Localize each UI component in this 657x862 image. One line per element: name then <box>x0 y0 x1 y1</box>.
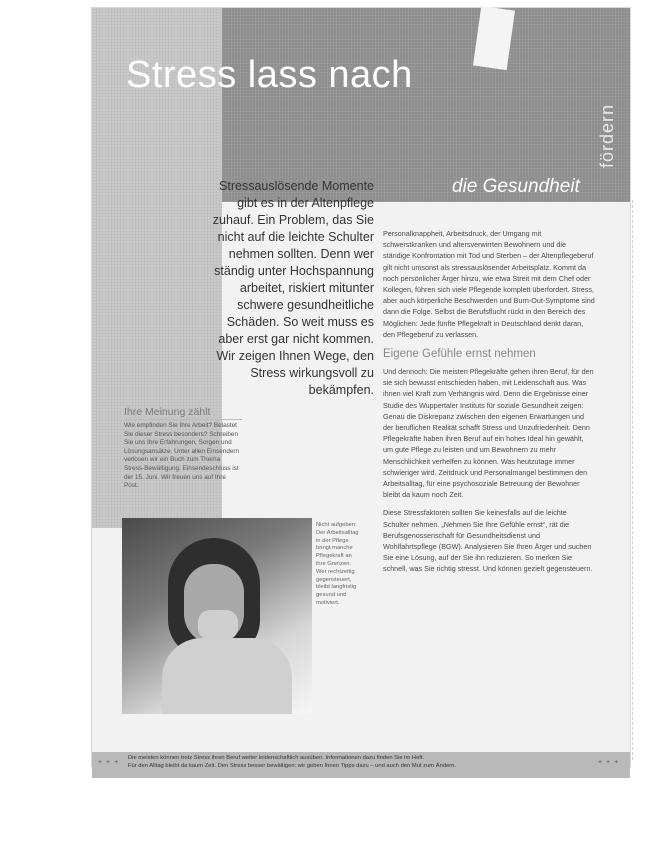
photo-caption: Nicht aufgeben: Der Arbeitsalltag in der Pflege bringt manche Pflegekraft an ihre Grenzen. Wer rechtzeitig gegensteuert, bleibt langfristig gesund und motiviert. <box>316 522 359 606</box>
footer-plus-marks-left: + + + <box>98 759 120 766</box>
info-box-text: Wie empfinden Sie Ihre Arbeit? Belastet Sie dieser Stress besonders? Schreiben Sie uns Ihre Erfahrungen, Sorgen und Lösungsansätze. Unter allen Einsendern verlosen wir ein Buch zum Thema Stress-Bewältigung. Einsendeschluss ist der 15. Juni. Wir freuen uns auf Ihre Post. <box>124 422 240 490</box>
info-box-title: Ihre Meinung zählt <box>124 406 242 420</box>
footer-line: Für den Alltag bleibt da kaum Zeit. Den Stress besser bewältigen: wir geben Ihnen Tipps dazu – und auch den Mut zum Ändern. <box>128 762 457 769</box>
article-body <box>383 228 595 582</box>
page-subtitle: die Gesundheit <box>452 176 580 197</box>
side-label: fördern <box>597 103 617 168</box>
footer-line: Die meisten können trotz Stress ihren Beruf weiter leidenschaftlich ausüben. Informationen dazu finden Sie im Heft. <box>128 755 425 761</box>
magazine-page <box>92 8 630 769</box>
article-paragraph: Diese Stressfaktoren sollten Sie keinesfalls auf die leichte Schulter nehmen. „Nehmen Sie Ihre Gefühle ernst“, rät die Berufsgenossenschaft für Gesundheitsdienst und Wohlfahrtspflege (BGW). Analysieren Sie Ihren Ärger und suchen Sie eine Lösung, auf der Sie ihn reduzieren. So merken Sie schnell, was Sie richtig stresst. Und können gezielt gegensteuern. <box>383 508 593 574</box>
photo-hand-shape <box>198 610 238 640</box>
article-paragraph: Personalknappheit, Arbeitsdruck, der Umgang mit schwerstkranken und altersverwirrten Bewohnern und die ständige Konfrontation mit Tod und Sterben – der Altenpflegeberuf gilt nicht umsonst als stressauslösender Arbeitsplatz. Kommt da noch persönlicher Ärger hinzu, wie etwa Streit mit dem Chef oder Kollegen, führen sich viele Pflegende komplett überfordert. Stress, aber auch körperliche Beschwerden und Burn-Out-Symptome sind dann die Folge. Selbst die Berufsflucht rückt in den Bereich des Möglichen: Jede fünfte Pflegekraft in Deutschland denkt daran, den Pflegeberuf zu verlassen. <box>383 229 595 339</box>
photo-body-shape <box>162 638 292 714</box>
article-photo <box>122 518 312 714</box>
section-heading: Eigene Gefühle ernst nehmen <box>383 348 536 361</box>
footer-text <box>128 755 594 770</box>
page-title: Stress lass nach <box>126 54 413 96</box>
margin-marks <box>632 200 636 760</box>
lead-paragraph: Stressauslösende Momente gibt es in der Altenpflege zuhauf. Ein Problem, das Sie nicht auf die leichte Schulter nehmen sollten. Denn wer ständig unter Hochspannung arbeitet, riskiert mitunter schwere gesundheitliche Schäden. So weit muss es aber erst gar nicht kommen. Wir zeigen Ihnen Wege, den Stress wirkungsvoll zu bekämpfen. <box>212 179 374 397</box>
footer-band <box>92 752 630 778</box>
article-paragraph: Und dennoch: Die meisten Pflegekräfte gehen ihren Beruf, für den sie sich bewusst entschieden haben, mit Leidenschaft aus. Was ihnen viel Kraft zum Verhängnis wird. Denn die Ergebnisse einer Studie des Wuppertaler Instituts für soziale Gesundheit zeigen: Genau die Diskrepanz zwischen den eigenen Erwartungen und der beruflichen Realität schafft Stress und Unzufriedenheit. Denn Pflegekräfte haben ihren Beruf auf ein hohes Ideal hin gewählt, um gute Pflege zu leisten und um Bewohnern zu mehr Menschlichkeit verhelfen zu können. Was heutzutage immer schwieriger wird. Zeitdruck und Personalmangel bestimmen den Arbeitsalltag, für eine psychosoziale Betreuung der Bewohner bleibt da kaum noch Zeit. <box>383 367 594 500</box>
footer-plus-marks-right: + + + <box>598 759 620 766</box>
info-box <box>124 406 242 491</box>
